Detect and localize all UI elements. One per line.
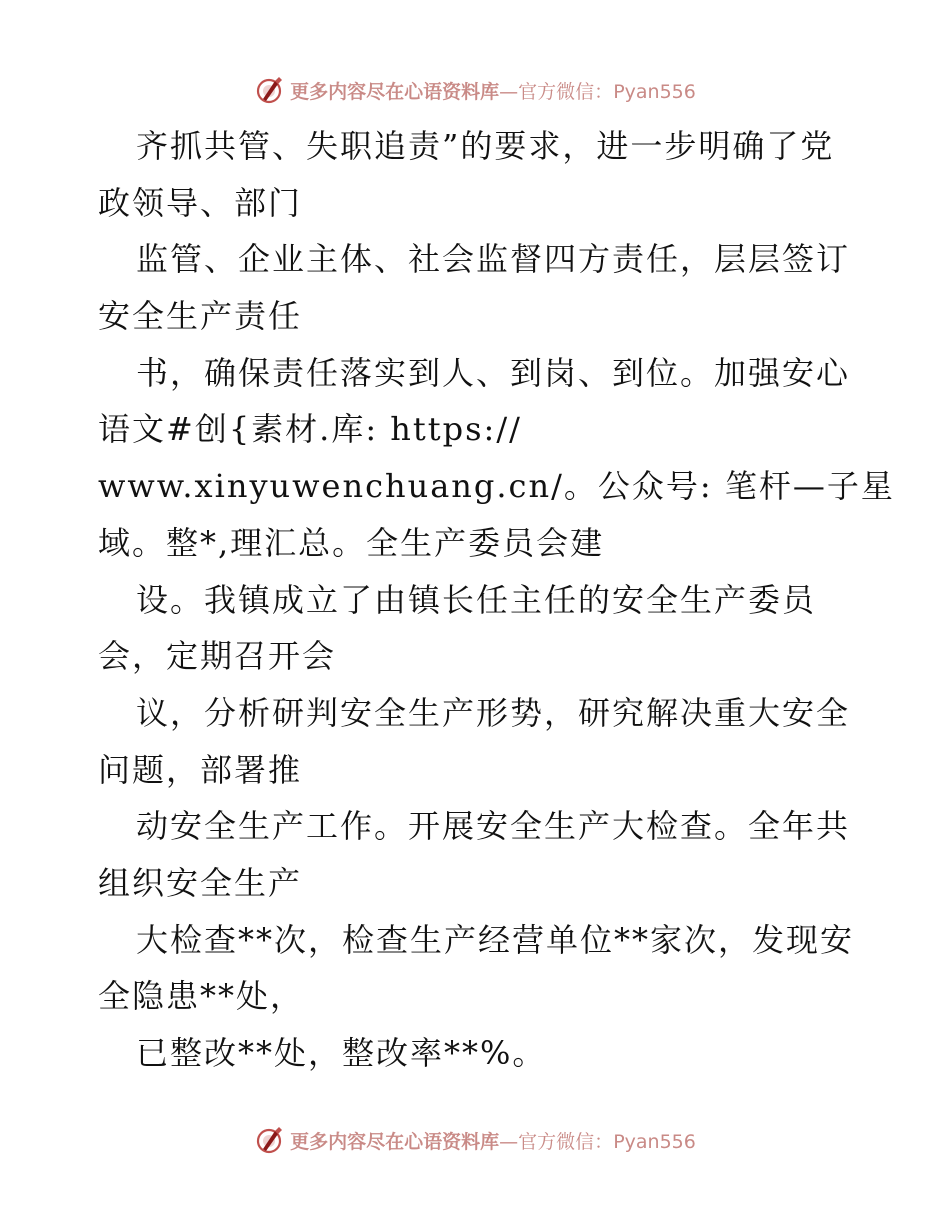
text-line-10: 会，定期召开会 bbox=[98, 637, 337, 676]
banner-brand: 更多内容尽在心语资料库 bbox=[290, 1130, 500, 1153]
pen-nib-logo-icon bbox=[254, 75, 284, 105]
banner-separator: — bbox=[499, 80, 519, 103]
banner-text bbox=[290, 77, 696, 104]
text-line-15: 大检查**次，检查生产经营单位**家次，发现安 bbox=[136, 920, 855, 959]
text-line-13: 动安全生产工作。开展安全生产大检查。全年共 bbox=[136, 807, 851, 846]
text-line-16: 全隐患**处， bbox=[98, 977, 305, 1016]
text-line-8: 域。整*,理汇总。全生产委员会建 bbox=[98, 523, 605, 562]
document-body bbox=[98, 118, 895, 1082]
banner-wechat-label: 官方微信： bbox=[518, 1130, 614, 1153]
text-line-9: 设。我镇成立了由镇长任主任的安全生产委员 bbox=[136, 580, 817, 619]
text-line-17: 已整改**处，整改率**%。 bbox=[136, 1034, 547, 1072]
banner-wechat-label: 官方微信： bbox=[518, 80, 614, 103]
footer-banner bbox=[0, 1120, 950, 1160]
text-line-6: 语文#创{素材.库: https:// bbox=[98, 410, 522, 449]
text-line-7: www.xinyuwenchuang.cn/。公众号: 笔杆—子星 bbox=[98, 467, 895, 506]
banner-handle: Pyan556 bbox=[613, 80, 696, 103]
banner-separator: — bbox=[499, 1130, 519, 1153]
banner-text bbox=[290, 1127, 696, 1154]
banner-handle: Pyan556 bbox=[613, 1130, 696, 1153]
text-line-12: 问题，部署推 bbox=[98, 750, 303, 789]
text-line-1: 齐抓共管、失职追责”的要求，进一步明确了党 bbox=[136, 127, 835, 165]
pen-nib-logo-icon bbox=[254, 1125, 284, 1155]
text-line-14: 组织安全生产 bbox=[98, 863, 303, 902]
banner-brand: 更多内容尽在心语资料库 bbox=[290, 80, 500, 103]
text-line-4: 安全生产责任 bbox=[98, 297, 303, 336]
text-line-2: 政领导、部门 bbox=[98, 183, 303, 222]
text-line-5: 书，确保责任落实到人、到岗、到位。加强安心 bbox=[136, 353, 851, 392]
text-line-3: 监管、企业主体、社会监督四方责任，层层签订 bbox=[136, 240, 851, 279]
text-line-11: 议，分析研判安全生产形势，研究解决重大安全 bbox=[136, 693, 851, 732]
header-banner bbox=[0, 70, 950, 110]
